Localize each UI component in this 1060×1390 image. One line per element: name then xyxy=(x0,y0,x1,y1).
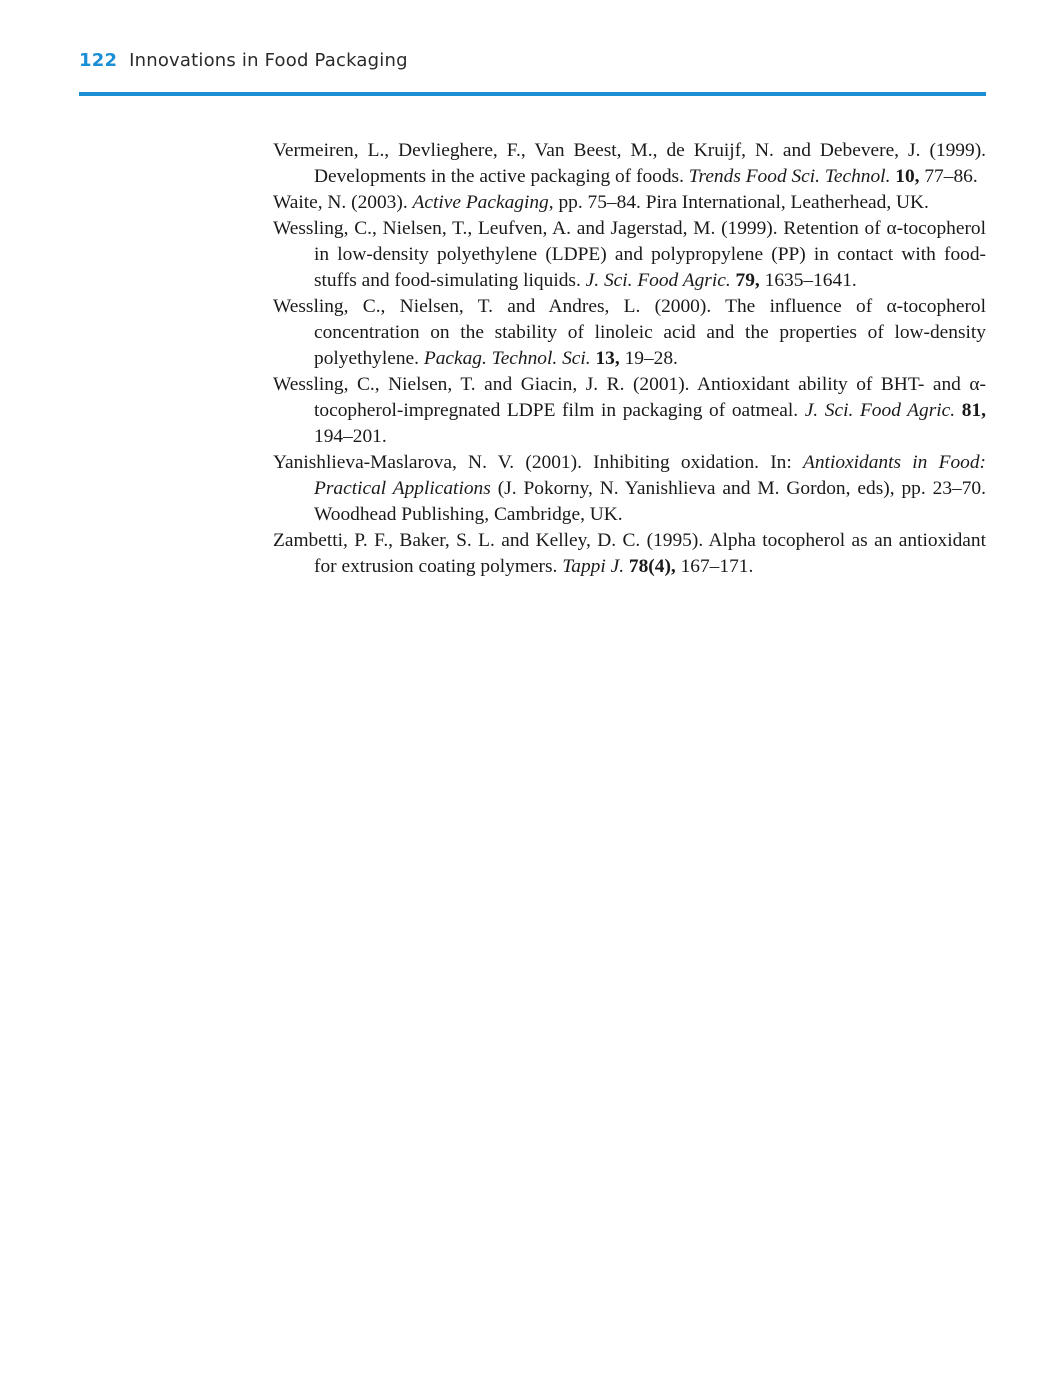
reference-volume: 81, xyxy=(955,400,986,421)
reference-journal: Trends Food Sci. Technol. xyxy=(688,166,891,187)
reference-authors-year: Zambetti, P. F., Baker, S. L. and Kelley, D. C. (1995). xyxy=(273,530,704,551)
reference-entry xyxy=(273,138,986,190)
reference-book: Active Packaging xyxy=(412,192,549,213)
header-rule xyxy=(79,92,986,96)
reference-title: Inhibiting oxidation. In: xyxy=(581,452,804,473)
reference-entry xyxy=(273,372,986,450)
reference-details: (J. Pokorny, N. Yanishlieva and M. Gordon, eds), pp. 23–70. Woodhead Publishing, Cambridge, UK. xyxy=(314,478,986,525)
reference-entry xyxy=(273,450,986,528)
reference-journal: J. Sci. Food Agric. xyxy=(585,270,731,291)
reference-journal: J. Sci. Food Agric. xyxy=(804,400,956,421)
reference-pages: 19–28. xyxy=(619,348,678,369)
reference-volume: 13, xyxy=(590,348,620,369)
running-head xyxy=(79,50,408,71)
reference-title: Developments in the active packaging of foods. xyxy=(314,166,689,187)
reference-entry xyxy=(273,216,986,294)
reference-title: Retention of α-tocopherol in low-density polyethylene (LDPE) and polypropylene (PP) in contact with food-stuffs and food-simulating liquids. xyxy=(314,218,986,291)
page-number: 122 xyxy=(79,50,118,71)
reference-journal: Packag. Technol. Sci. xyxy=(423,348,591,369)
reference-volume: 78(4), xyxy=(624,556,676,577)
reference-volume: 10, xyxy=(890,166,920,187)
reference-details: , pp. 75–84. Pira International, Leatherhead, UK. xyxy=(548,192,929,213)
reference-pages: 167–171. xyxy=(675,556,754,577)
reference-authors-year: Wessling, C., Nielsen, T. and Andres, L. (2000). xyxy=(273,296,712,317)
reference-title: Antioxidant ability of BHT- and α-tocopherol-impregnated LDPE film in packaging of oatmeal. xyxy=(314,374,986,421)
reference-title: Alpha tocopherol as an antioxidant for extrusion coating polymers. xyxy=(314,530,986,577)
reference-volume: 79, xyxy=(730,270,760,291)
reference-authors-year: Waite, N. (2003). xyxy=(273,192,413,213)
reference-authors-year: Wessling, C., Nielsen, T. and Giacin, J. R. (2001). xyxy=(273,374,690,395)
reference-pages: 1635–1641. xyxy=(759,270,857,291)
reference-title: The influence of α-tocopherol concentration on the stability of linoleic acid and the properties of low-density polyethylene. xyxy=(314,296,986,369)
book-title: Innovations in Food Packaging xyxy=(129,50,408,71)
reference-pages: 194–201. xyxy=(314,426,387,447)
reference-authors-year: Wessling, C., Nielsen, T., Leufven, A. and Jagerstad, M. (1999). xyxy=(273,218,778,239)
reference-book: Antioxidants in Food: Practical Applications xyxy=(314,452,986,499)
reference-list xyxy=(273,138,986,580)
reference-pages: 77–86. xyxy=(919,166,978,187)
reference-entry xyxy=(273,294,986,372)
reference-authors-year: Yanishlieva-Maslarova, N. V. (2001). xyxy=(273,452,582,473)
reference-entry xyxy=(273,528,986,580)
reference-authors-year: Vermeiren, L., Devlieghere, F., Van Beest, M., de Kruijf, N. and Debevere, J. (1999). xyxy=(273,140,986,161)
reference-journal: Tappi J. xyxy=(562,556,625,577)
reference-entry xyxy=(273,190,986,216)
